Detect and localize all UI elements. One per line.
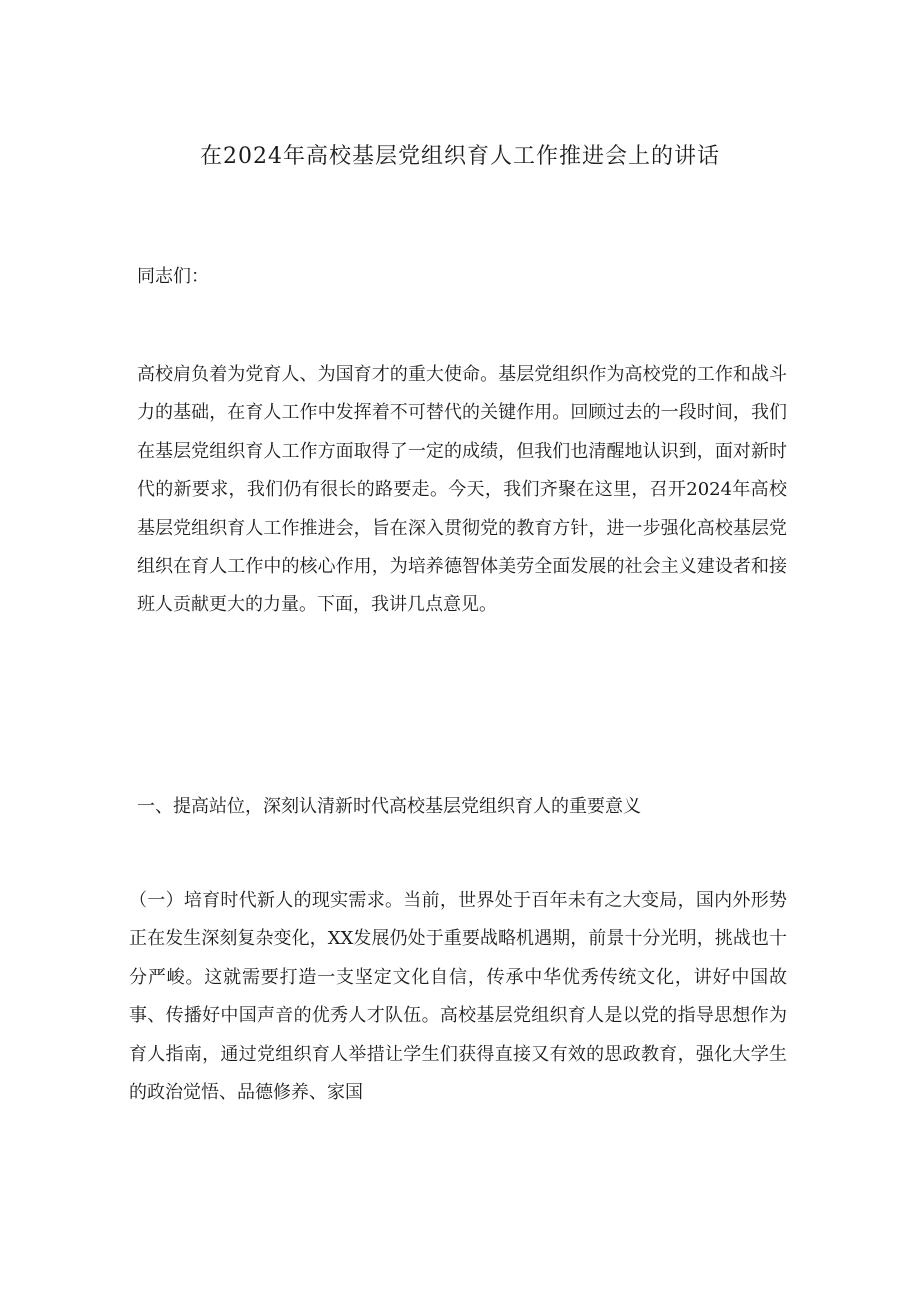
section-paragraph: （一）培育时代新人的现实需求。当前，世界处于百年未有之大变局，国内外形势正在发生深刻复杂变化，XX发展仍处于重要战略机遇期，前景十分光明，挑战也十分严峻。这就需要打造一支坚定文化自信，传承中华优秀传统文化，讲好中国故事、传播好中国声音的优秀人才队伍。高校基层党组织育人是以党的指导思想作为育人指南，通过党组织育人举措让学生们获得直接又有效的思政教育，强化大学生的政治觉悟、品德修养、家国 xyxy=(129,890,787,1104)
document-title: 在2024年高校基层党组织育人工作推进会上的讲话 xyxy=(200,144,720,169)
intro-paragraph: 高校肩负着为党育人、为国育才的重大使命。基层党组织作为高校党的工作和战斗力的基础，在育人工作中发挥着不可替代的关键作用。回顾过去的一段时间，我们在基层党组织育人工作方面取得了一定的成绩，但我们也清醒地认识到，面对新时代的新要求，我们仍有很长的路要走。今天，我们齐聚在这里，召开2024年高校基层党组织育人工作推进会，旨在深入贯彻党的教育方针，进一步强化高校基层党组织在育人工作中的核心作用，为培养德智体美劳全面发展的社会主义建设者和接班人贡献更大的力量。下面，我讲几点意见。 xyxy=(137,364,787,616)
section-heading: 一、提高站位，深刻认清新时代高校基层党组织育人的重要意义 xyxy=(137,796,641,817)
salutation: 同志们： xyxy=(137,266,209,287)
